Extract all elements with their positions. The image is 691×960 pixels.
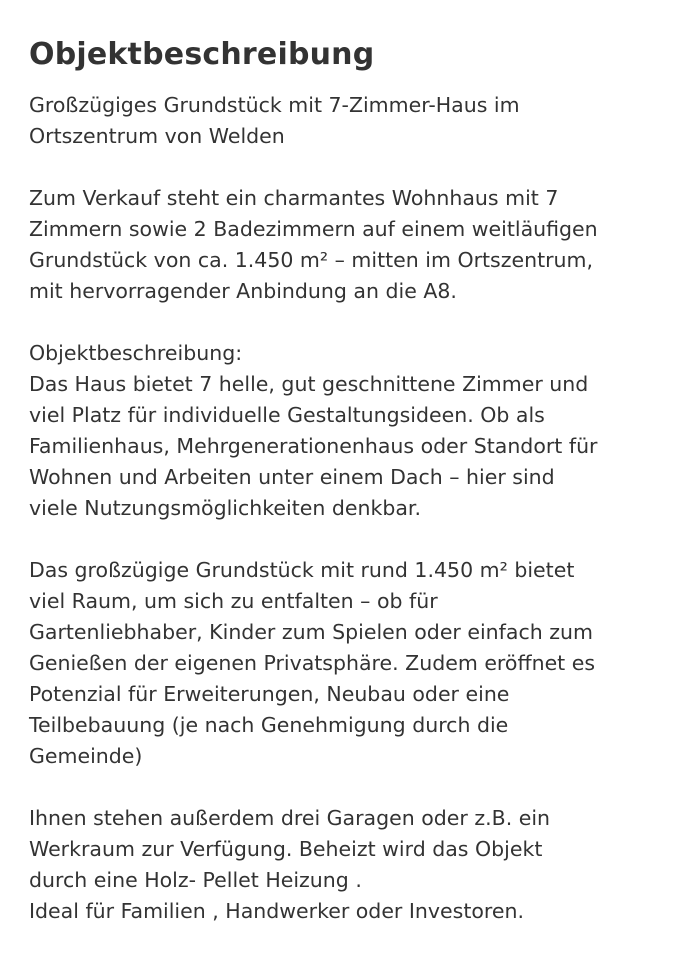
text-line: Zimmern sowie 2 Badezimmern auf einem weitläufigen xyxy=(29,217,598,241)
section-title: Objektbeschreibung xyxy=(29,37,375,72)
text-line: Ortszentrum von Welden xyxy=(29,124,285,148)
intro-paragraph xyxy=(29,90,663,152)
text-line: Wohnen und Arbeiten unter einem Dach – hier sind xyxy=(29,465,555,489)
text-line: viel Raum, um sich zu entfalten – ob für xyxy=(29,589,438,613)
extras-paragraph xyxy=(29,803,663,927)
text-line: durch eine Holz- Pellet Heizung . xyxy=(29,868,362,892)
text-line: Teilbebauung (je nach Genehmigung durch die xyxy=(29,713,509,737)
text-line: Familienhaus, Mehrgenerationenhaus oder Standort für xyxy=(29,434,598,458)
text-line: Grundstück von ca. 1.450 m² – mitten im Ortszentrum, xyxy=(29,248,594,272)
text-line: Ideal für Familien , Handwerker oder Investoren. xyxy=(29,899,525,923)
text-line: Das großzügige Grundstück mit rund 1.450 m² bietet xyxy=(29,558,575,582)
property-paragraph xyxy=(29,555,663,772)
text-line: Ihnen stehen außerdem drei Garagen oder z.B. ein xyxy=(29,806,551,830)
text-line: viele Nutzungsmöglichkeiten denkbar. xyxy=(29,496,421,520)
description-text xyxy=(29,90,663,927)
sale-paragraph xyxy=(29,183,663,307)
text-line: mit hervorragender Anbindung an die A8. xyxy=(29,279,457,303)
text-line: Zum Verkauf steht ein charmantes Wohnhaus mit 7 xyxy=(29,186,559,210)
text-line: Das Haus bietet 7 helle, gut geschnittene Zimmer und xyxy=(29,372,589,396)
text-line: Gemeinde) xyxy=(29,744,143,768)
text-line: Großzügiges Grundstück mit 7-Zimmer-Haus im xyxy=(29,93,520,117)
text-line: Werkraum zur Verfügung. Beheizt wird das Objekt xyxy=(29,837,543,861)
text-line: Gartenliebhaber, Kinder zum Spielen oder einfach zum xyxy=(29,620,593,644)
text-line: Objektbeschreibung: xyxy=(29,341,243,365)
text-line: Genießen der eigenen Privatsphäre. Zudem eröffnet es xyxy=(29,651,596,675)
text-line: viel Platz für individuelle Gestaltungsideen. Ob als xyxy=(29,403,545,427)
text-line: Potenzial für Erweiterungen, Neubau oder eine xyxy=(29,682,510,706)
house-description-paragraph xyxy=(29,338,663,524)
